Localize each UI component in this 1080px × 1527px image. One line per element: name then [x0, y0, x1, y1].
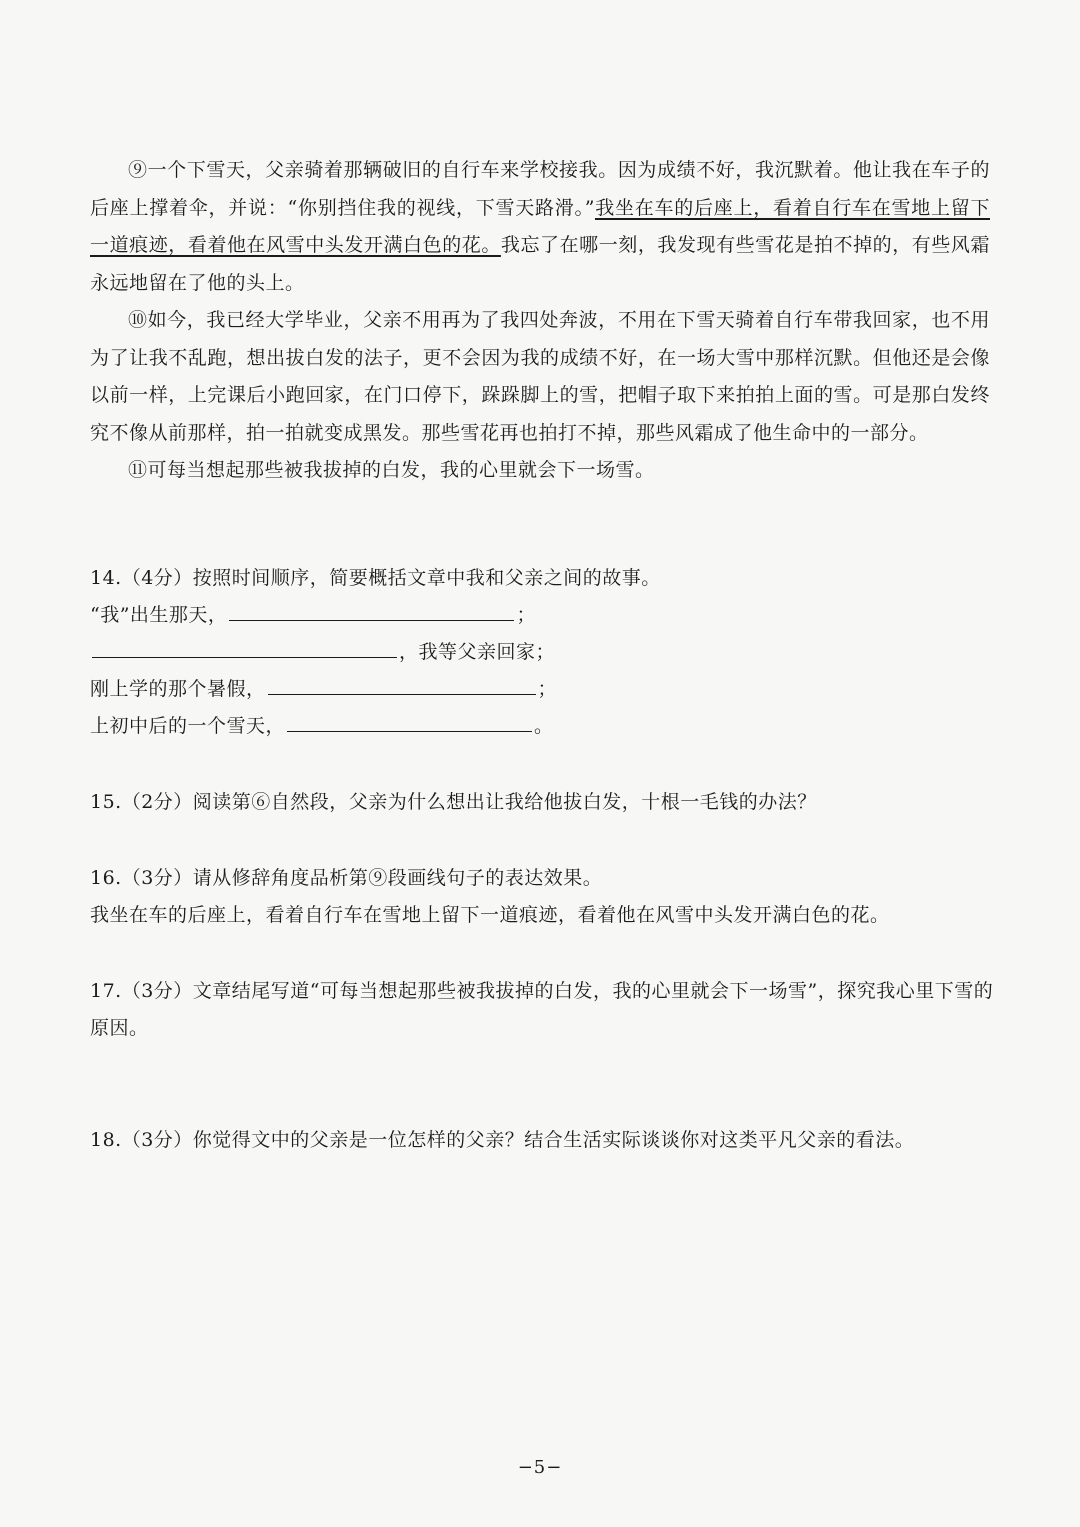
page-number: −5−: [517, 1457, 563, 1478]
answer-blank-3[interactable]: [268, 672, 536, 695]
paragraph-9: [90, 152, 990, 302]
question-18: [90, 1122, 1000, 1159]
question-14-line-1: “我”出生那天， ；: [90, 597, 1000, 634]
question-17-stem: 17.（3分）文章结尾写道“可每当想起那些被我拔掉的白发，我的心里就会下一场雪”，探究我心里下雪的原因。: [90, 980, 994, 1039]
question-14-line-2: ，我等父亲回家；: [90, 634, 1000, 671]
paragraph-9-text-a: ⑨一个下雪天，父亲骑着那辆破旧的自行车来学校接我。因为成绩不好，我沉默着。他让我在车子的后座上撑着伞，并说：“你别挡住我的视线，下雪天路滑。”: [90, 159, 990, 219]
question-14: [90, 560, 1000, 745]
reading-passage: [90, 152, 990, 490]
question-16: [90, 860, 1000, 934]
question-16-quote: 我坐在车的后座上，看着自行车在雪地上留下一道痕迹，看着他在风雪中头发开满白色的花。: [90, 904, 890, 926]
paragraph-9-underlined-sentence: 我坐在车的后座上，看着自行车在雪地上留下一道痕迹，看着他在风雪中头发开满白色的花。: [90, 196, 990, 256]
question-14-line-4: 上初中后的一个雪天， 。: [90, 708, 1000, 745]
question-15: [90, 784, 1000, 821]
question-16-stem: 16.（3分）请从修辞角度品析第⑨段画线句子的表达效果。: [90, 867, 603, 889]
question-17: [90, 973, 1000, 1047]
answer-blank-4[interactable]: [287, 709, 532, 732]
answer-blank-2[interactable]: [92, 635, 397, 658]
paragraph-10: ⑩如今，我已经大学毕业，父亲不用再为了我四处奔波，不用在下雪天骑着自行车带我回家，也不用为了让我不乱跑，想出拔白发的法子，更不会因为我的成绩不好，在一场大雪中那样沉默。但他还是会像以前一样，上完课后小跑回家，在门口停下，跺跺脚上的雪，把帽子取下来拍拍上面的雪。可是那白发终究不像从前那样，拍一拍就变成黑发。那些雪花再也拍打不掉，那些风霜成了他生命中的一部分。: [90, 309, 990, 444]
question-14-line-3: 刚上学的那个暑假， ；: [90, 671, 1000, 708]
paragraph-9-text-b: 我忘了在哪一刻，我发现有些雪花是拍不掉的，有些风霜永远地留在了他的头上。: [90, 234, 990, 294]
question-15-stem: 15.（2分）阅读第⑥自然段，父亲为什么想出让我给他拔白发，十根一毛钱的办法？: [90, 791, 817, 813]
answer-blank-1[interactable]: [229, 598, 514, 621]
question-18-stem: 18.（3分）你觉得文中的父亲是一位怎样的父亲？结合生活实际谈谈你对这类平凡父亲的看法。: [90, 1129, 915, 1151]
question-14-stem: 14.（4分）按照时间顺序，简要概括文章中我和父亲之间的故事。: [90, 567, 661, 589]
paragraph-11: ⑪可每当想起那些被我拔掉的白发，我的心里就会下一场雪。: [128, 459, 655, 481]
